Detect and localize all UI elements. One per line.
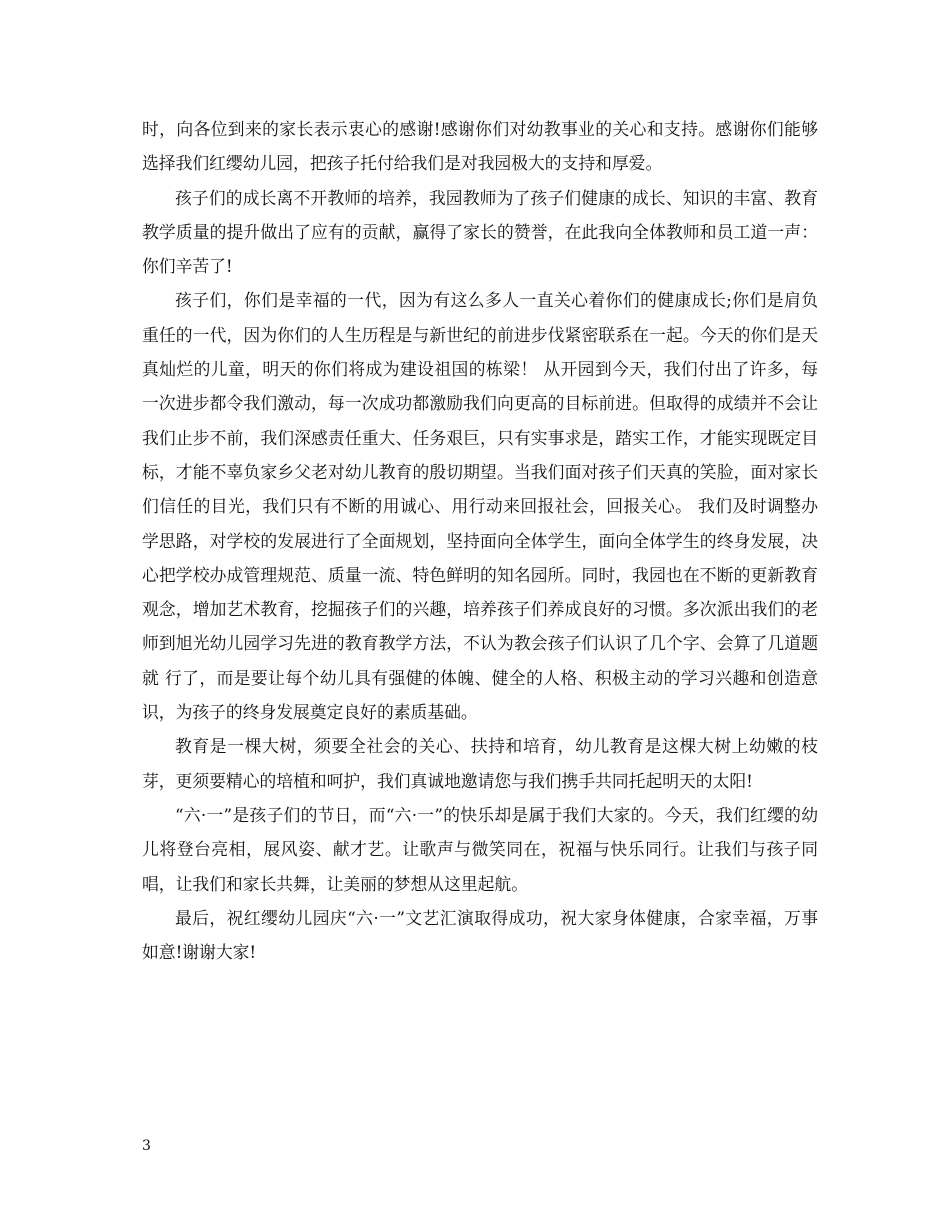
paragraph-6: 最后，祝红缨幼儿园庆“六·一”文艺汇演取得成功，祝大家身体健康，合家幸福，万事如意!谢谢大家! — [142, 907, 818, 963]
page-number: 3 — [142, 1138, 151, 1154]
paragraph-1: 时，向各位到来的家长表示衷心的感谢!感谢你们对幼教事业的关心和支持。感谢你们能够选择我们红缨幼儿园，把孩子托付给我们是对我园极大的支持和厚爱。 — [142, 119, 818, 174]
paragraph-5: “六·一”是孩子们的节日，而“六·一”的快乐却是属于我们大家的。今天，我们红缨的幼儿将登台亮相，展风姿、献才艺。让歌声与微笑同在，祝福与快乐同行。让我们与孩子同唱，让我们和家长共舞，让美丽的梦想从这里起航。 — [142, 804, 818, 894]
paragraph-4: 教育是一棵大树，须要全社会的关心、扶持和培育，幼儿教育是这棵大树上幼嫩的枝芽，更须要精心的培植和呵护，我们真诚地邀请您与我们携手共同托起明天的太阳! — [142, 736, 818, 791]
document-body — [142, 112, 818, 969]
paragraph-2: 孩子们的成长离不开教师的培养，我园教师为了孩子们健康的成长、知识的丰富、教育教学质量的提升做出了应有的贡献，赢得了家长的赞誉，在此我向全体教师和员工道一声：你们辛苦了! — [142, 187, 818, 277]
paragraph-3: 孩子们，你们是幸福的一代，因为有这么多人一直关心着你们的健康成长;你们是肩负重任的一代，因为你们的人生历程是与新世纪的前进步伐紧密联系在一起。今天的你们是天真灿烂的儿童，明天的你们将成为建设祖国的栋梁！ 从开园到今天，我们付出了许多，每一次进步都令我们激动，每一次成功都激励我们向更高的目标前进。但取得的成绩并不会让我们止步不前，我们深感责任重大、任务艰巨，只有实事求是，踏实工作，才能实现既定目标，才能不辜负家乡父老对幼儿教育的殷切期望。当我们面对孩子们天真的笑脸，面对家长们信任的目光，我们只有不断的用诚心、用行动来回报社会，回报关心。 我们及时调整办学思路，对学校的发展进行了全面规划，坚持面向全体学生，面向全体学生的终身发展，决心把学校办成管理规范、质量一流、特色鲜明的知名园所。同时，我园也在不断的更新教育观念，增加艺术教育，挖掘孩子们的兴趣，培养孩子们养成良好的习惯。多次派出我们的老师到旭光幼儿园学习先进的教育教学方法，不认为教会孩子们认识了几个字、会算了几道题就 行了，而是要让每个幼儿具有强健的体魄、健全的人格、积极主动的学习兴趣和创造意识，为孩子的终身发展奠定良好的素质基础。 — [142, 290, 818, 723]
